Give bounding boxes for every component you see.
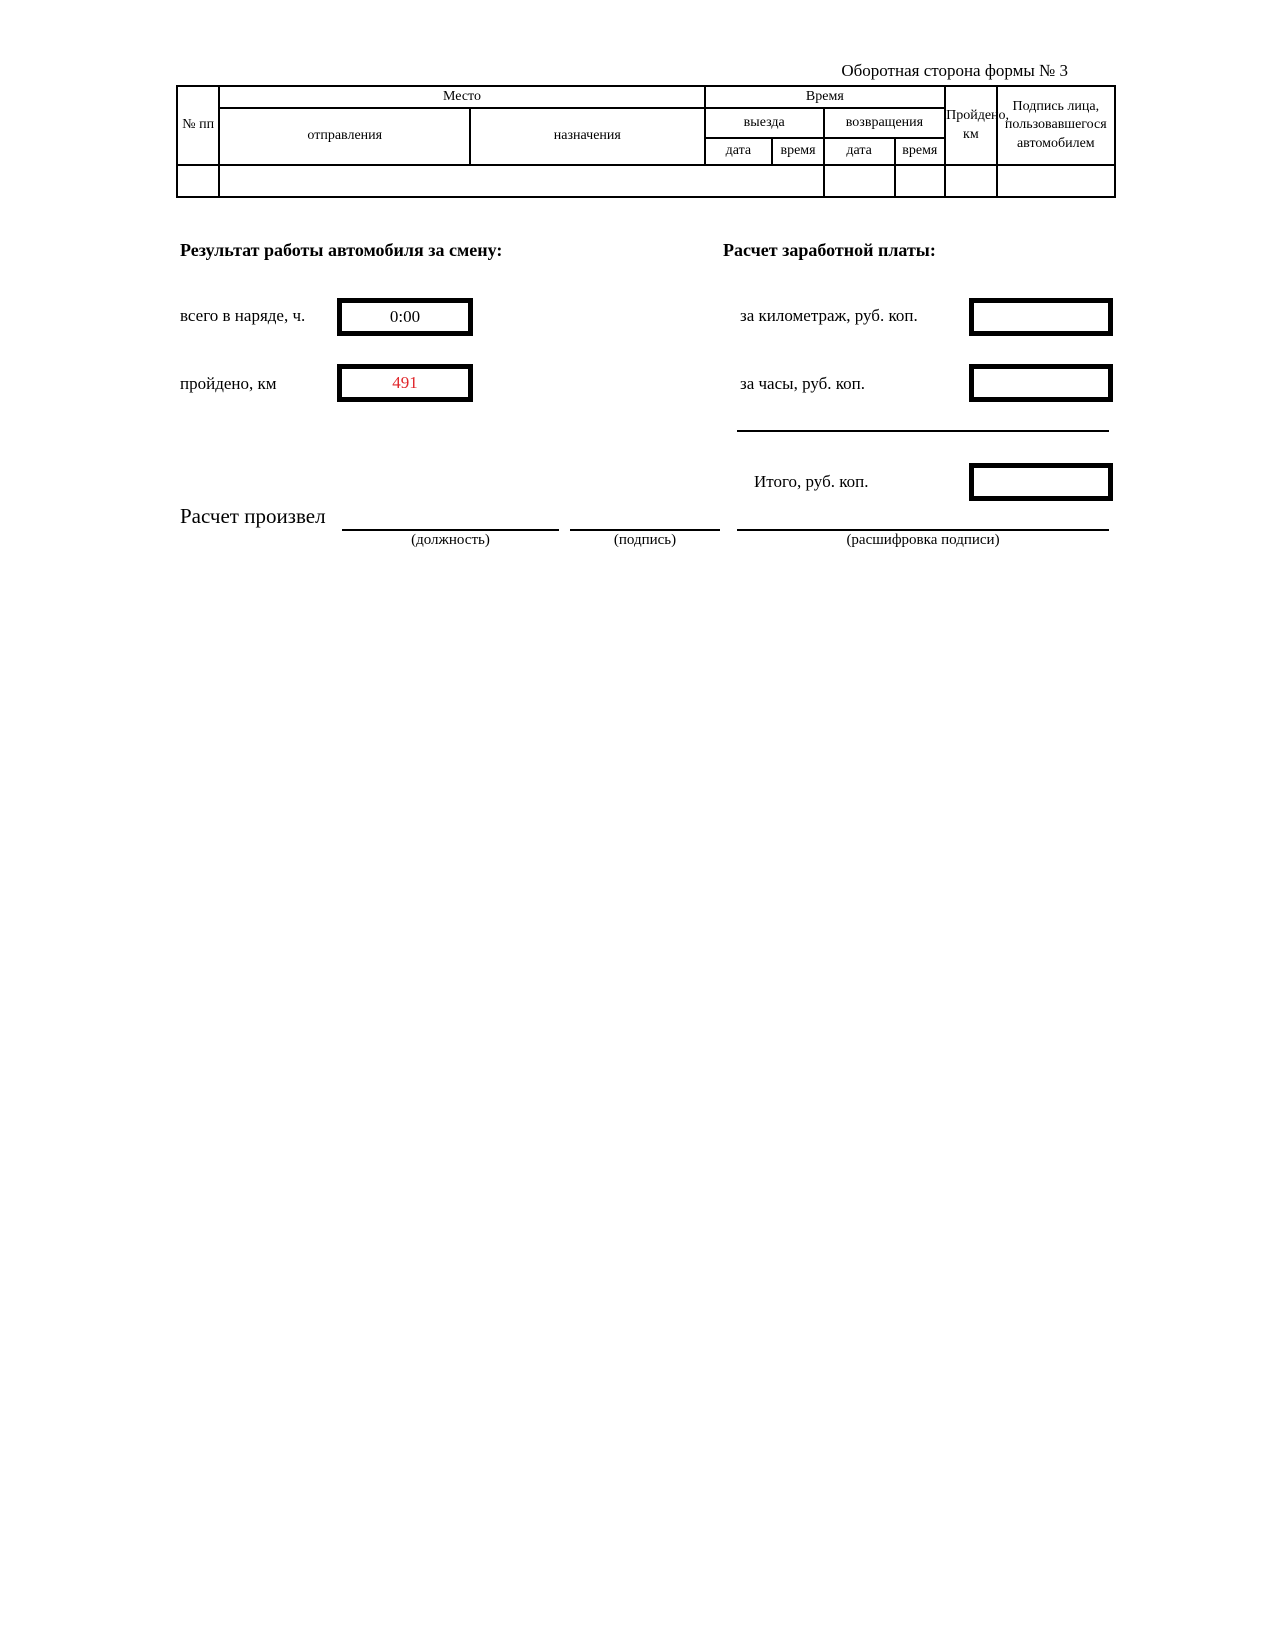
km-value-box[interactable]: 491: [337, 364, 473, 402]
header-destination: назначения: [470, 108, 704, 165]
salary-hours-label: за часы, руб. коп.: [740, 374, 866, 393]
header-return: возвращения: [824, 108, 945, 138]
header-time: Время: [705, 86, 946, 108]
header-departure-date: дата: [705, 138, 773, 165]
total-label: Итого, руб. коп.: [754, 472, 869, 491]
hours-label: всего в наряде, ч.: [180, 306, 306, 325]
cell-place-merged[interactable]: [219, 165, 823, 197]
header-departure: выезда: [705, 108, 824, 138]
header-distance: Пройдено, км: [945, 86, 997, 165]
cell-number[interactable]: [177, 165, 219, 197]
cell-return-date[interactable]: [824, 165, 895, 197]
hours-value-box[interactable]: 0:00: [337, 298, 473, 336]
position-line[interactable]: [342, 529, 559, 531]
decoding-caption: (расшифровка подписи): [846, 532, 1000, 548]
result-title: Результат работы автомобиля за смену:: [180, 240, 503, 260]
signature-line[interactable]: [570, 529, 720, 531]
salary-divider: [737, 430, 1109, 432]
salary-km-box[interactable]: [969, 298, 1113, 336]
total-box[interactable]: [969, 463, 1113, 501]
header-departure-time: время: [772, 138, 824, 165]
km-label: пройдено, км: [180, 374, 277, 393]
signature-caption: (подпись): [613, 532, 677, 548]
decoding-line[interactable]: [737, 529, 1109, 531]
salary-km-label: за километраж, руб. коп.: [740, 306, 918, 325]
header-place: Место: [219, 86, 704, 108]
salary-hours-box[interactable]: [969, 364, 1113, 402]
header-return-time: время: [895, 138, 946, 165]
position-caption: (должность): [411, 532, 490, 548]
trip-table: [176, 85, 1116, 198]
cell-signature[interactable]: [997, 165, 1115, 197]
header-return-date: дата: [824, 138, 895, 165]
salary-title: Расчет заработной платы:: [723, 240, 936, 260]
cell-return-time[interactable]: [895, 165, 946, 197]
header-number: № пп: [177, 86, 219, 165]
calc-by-label: Расчет произвел: [180, 504, 326, 528]
table-row: [177, 165, 1115, 197]
cell-distance[interactable]: [945, 165, 997, 197]
header-departure-place: отправления: [219, 108, 470, 165]
header-signature: Подпись лица, пользовавшегося автомобилем: [997, 86, 1115, 165]
form-side-note: Оборотная сторона формы № 3: [841, 61, 1068, 80]
